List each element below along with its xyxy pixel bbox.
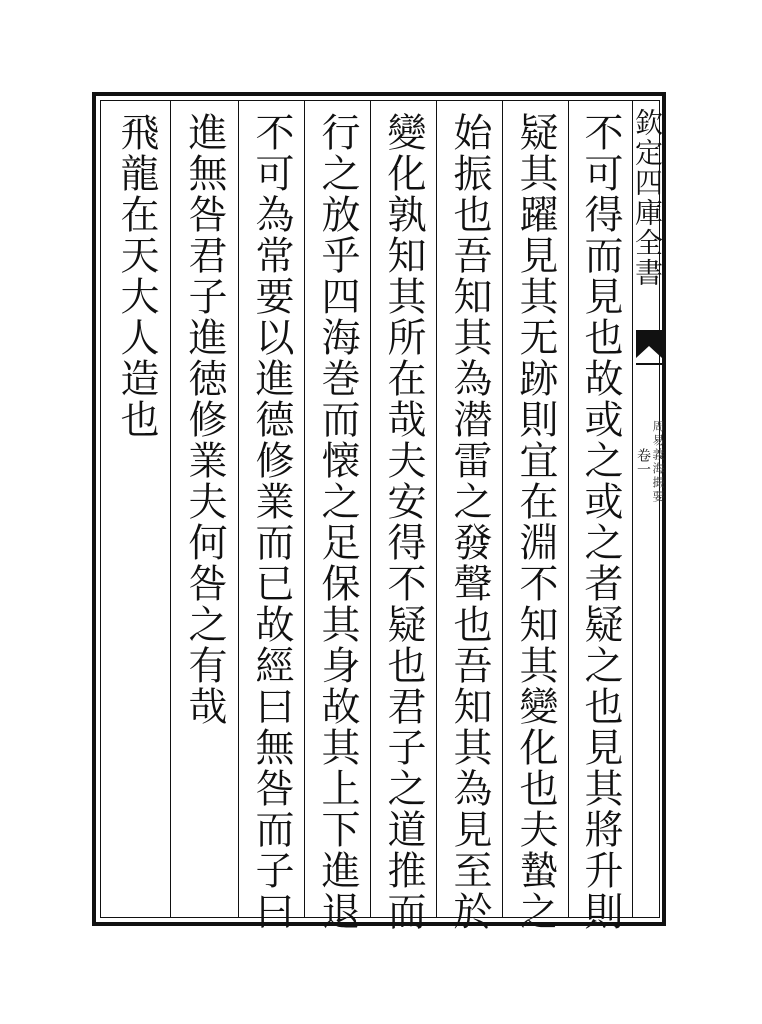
column-divider [304, 100, 305, 918]
text-column-3 [439, 112, 499, 932]
text-column-1 [570, 112, 630, 932]
column-divider [170, 100, 171, 918]
text-column-7 [174, 112, 234, 727]
margin-title: 欽定四庫全書 [631, 108, 664, 288]
text-column-6 [241, 112, 301, 932]
column-text: 進無咎君子進徳修業夫何咎之有哉 [182, 112, 227, 727]
text-column-8 [106, 112, 166, 440]
column-divider [436, 100, 437, 918]
margin-juan: 卷一 [635, 448, 651, 476]
text-column-5 [307, 112, 367, 932]
fishtail-ornament-icon [636, 330, 662, 370]
column-divider [568, 100, 569, 918]
text-column-4 [373, 112, 433, 932]
column-divider [238, 100, 239, 918]
column-text: 飛龍在天大人造也 [114, 112, 159, 440]
column-text: 變化孰知其所在哉夫安得不疑也君子之道推而 [381, 112, 426, 932]
column-text: 行之放乎四海巻而懐之足保其身故其上下進退 [315, 112, 360, 932]
column-text: 始振也吾知其為潜雷之發聲也吾知其為見至於 [447, 112, 492, 932]
margin-book-name: 周易義海撮要 [651, 420, 665, 504]
column-text: 不可得而見也故或之或之者疑之也見其將升則 [578, 112, 623, 932]
column-text: 不可為常要以進德修業而已故經曰無咎而子曰 [249, 112, 294, 932]
column-text: 疑其躍見其无跡則宜在淵不知其變化也夫蟄之 [513, 112, 558, 932]
column-divider [502, 100, 503, 918]
column-divider [370, 100, 371, 918]
text-column-2 [505, 112, 565, 932]
